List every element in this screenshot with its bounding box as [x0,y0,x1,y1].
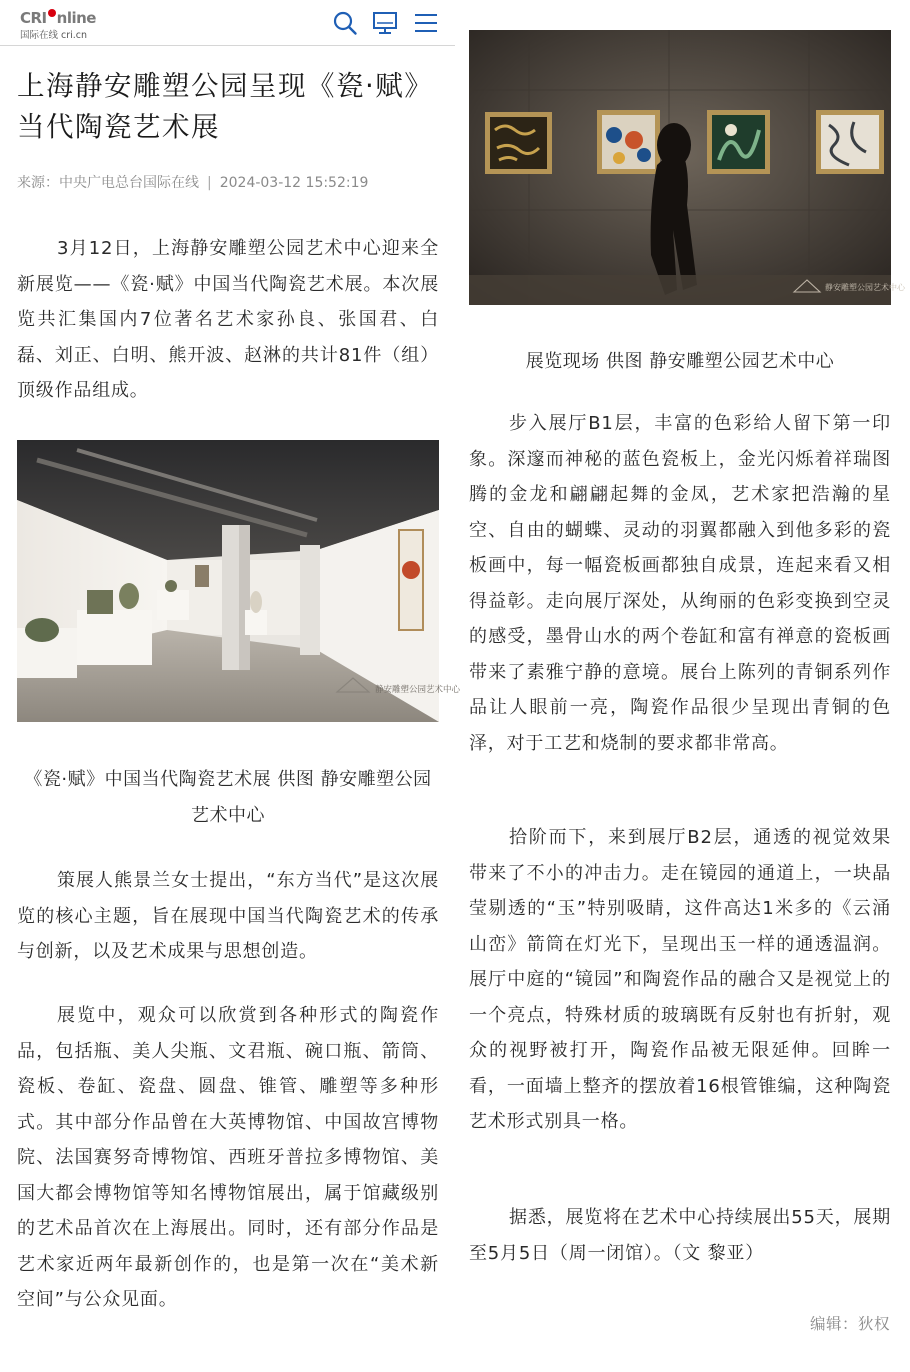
logo-subtitle: 国际在线 cri.cn [20,30,88,41]
photo-watermark: 静安雕塑公园艺术中心 [375,685,461,695]
article-paragraph-1: 3月12日，上海静安雕塑公园艺术中心迎来全新展览——《瓷·赋》中国当代陶瓷艺术展。本次展览共汇集国内7位著名艺术家孙良、张国君、白磊、刘正、白明、熊开波、赵淋的共计81件（组）顶级作品组成。 [17,238,439,401]
exhibition-scene-photo [469,30,905,305]
meta-separator: | [207,175,212,191]
article-editor: 编辑：狄权 [809,1315,890,1333]
article-title: 上海静安雕塑公园呈现《瓷·赋》当代陶瓷艺术展 [17,70,434,143]
photo-caption-2: 展览现场 供图 静安雕塑公园艺术中心 [525,351,835,372]
article-paragraph-6: 据悉，展览将在艺术中心持续展出55天，展期至5月5日（周一闭馆）。（文 黎亚） [469,1207,891,1264]
logo-red-dot [48,9,56,17]
article-paragraph-4: 步入展厅B1层，丰富的色彩给人留下第一印象。深邃而神秘的蓝色瓷板上，金光闪烁着祥瑞图腾的金龙和翩翩起舞的金凤，艺术家把浩瀚的星空、自由的蝴蝶、灵动的羽翼都融入到他多彩的瓷板画中，每一幅瓷板画都独自成景，连起来看又相得益彰。走向展厅深处，从绚丽的色彩变换到空灵的感受，墨骨山水的两个卷缸和富有禅意的瓷板画带来了素雅宁静的意境。展台上陈列的青铜系列作品让人眼前一亮，陶瓷作品很少呈现出青铜的色泽，对于工艺和烧制的要求都非常高。 [469,413,891,754]
logo-brand: CRI nline [20,9,96,27]
article-paragraph-3: 展览中，观众可以欣赏到各种形式的陶瓷作品，包括瓶、美人尖瓶、文君瓶、碗口瓶、箭筒、瓷板、卷缸、瓷盘、圆盘、锥管、雕塑等多种形式。其中部分作品曾在大英博物馆、中国故宫博物院、法国赛努奇博物馆、西班牙普拉多博物馆、美国大都会博物馆等知名博物馆展出，属于馆藏级别的艺术品首次在上海展出。同时，还有部分作品是艺术家近两年最新创作的，也是第一次在“美术新空间”与公众见面。 [17,1005,439,1310]
article-datetime: 2024-03-12 15:52:19 [219,175,369,191]
exhibition-hall-photo [17,440,461,722]
photo-watermark-2: 静安雕塑公园艺术中心 [825,283,905,292]
search-icon[interactable] [332,10,358,36]
article-paragraph-5: 拾阶而下，来到展厅B2层，通透的视觉效果带来了不小的冲击力。走在镜园的通道上，一块晶莹剔透的“玉”特别吸睛，这件高达1米多的《云涌山峦》箭筒在灯光下，呈现出玉一样的通透温润。展厅中庭的“镜园”和陶瓷作品的融合又是视觉上的一个亮点，特殊材质的玻璃既有反射也有折射，观众的视野被打开，陶瓷作品被无限延伸。回眸一看，一面墙上整齐的摆放着16根管锥编，这种陶瓷艺术形式别具一格。 [469,827,891,1132]
site-logo[interactable] [20,9,104,39]
article-meta [17,172,368,192]
menu-icon[interactable] [413,10,439,36]
desktop-icon[interactable] [372,10,398,36]
top-navigation-bar [0,0,455,46]
article-source: 来源：中央广电总台国际在线 [17,175,199,191]
right-column [455,0,910,1372]
article-paragraph-2: 策展人熊景兰女士提出，“东方当代”是这次展览的核心主题，旨在展现中国当代陶瓷艺术的传承与创新，以及艺术成果与思想创造。 [17,870,439,962]
photo-caption-1: 《瓷·赋》中国当代陶瓷艺术展 供图 静安雕塑公园艺术中心 [24,769,432,826]
